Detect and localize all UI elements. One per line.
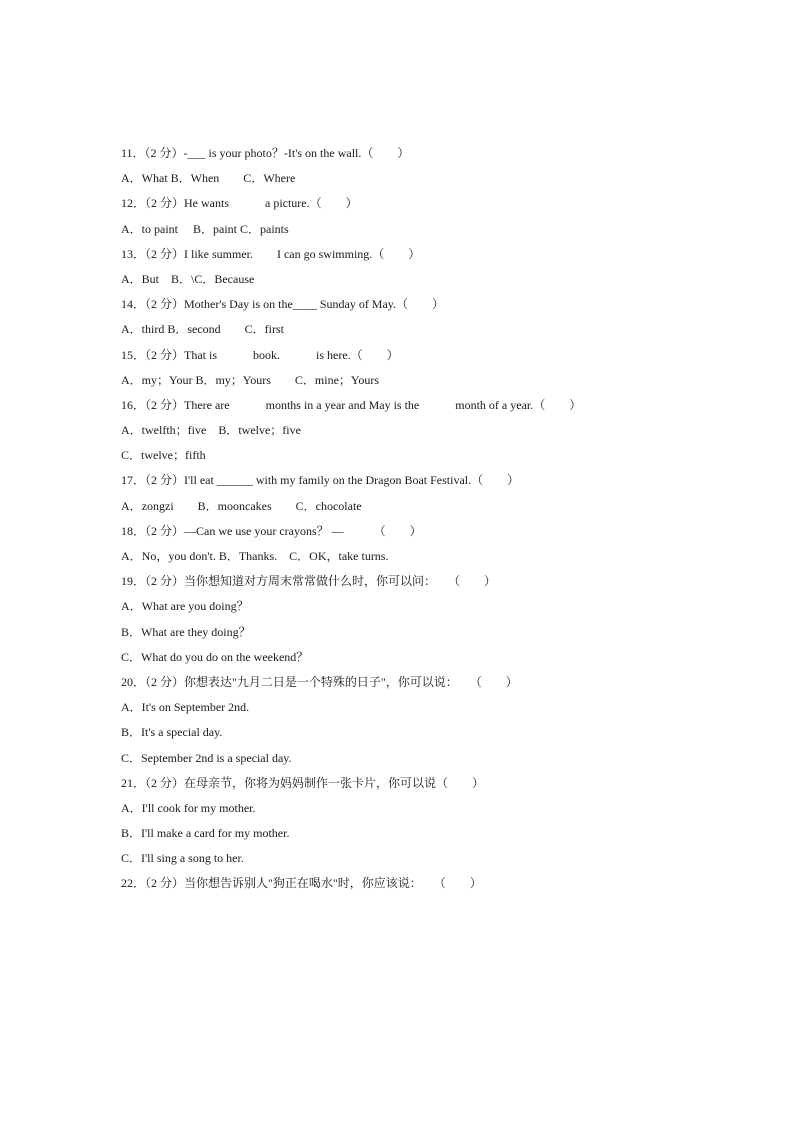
q20-option-b: B．It's a special day. <box>121 725 223 740</box>
q22-text: 22．（2 分）当你想告诉别人"狗正在喝水"时，你应该说： （ ） <box>121 876 482 891</box>
q11-text: 11．（2 分）-___ is your photo？-It's on the wall.（ ） <box>121 146 410 160</box>
q20-text: 20．（2 分）你想表达"九月二日是一个特殊的日子"，你可以说： （ ） <box>121 674 518 689</box>
q21-option-a: A．I'll cook for my mother. <box>121 800 256 815</box>
q20-option-c: C．September 2nd is a special day. <box>121 750 292 765</box>
q21-text: 21．（2 分）在母亲节，你将为妈妈制作一张卡片，你可以说（ ） <box>121 775 485 790</box>
q14-text: 14．（2 分）Mother's Day is on the____ Sunday of May.（ ） <box>121 297 445 312</box>
q13-text: 13．（2 分）I like summer. I can go swimming.（ ） <box>121 246 421 261</box>
q19-text: 19．（2 分）当你想知道对方周末常常做什么时，你可以问： （ ） <box>121 574 497 589</box>
q19-option-a: A．What are you doing？ <box>121 599 249 614</box>
q21-option-b: B．I'll make a card for my mother. <box>121 826 290 841</box>
q19-option-b: B．What are they doing？ <box>121 624 251 639</box>
q11-options: A．What B．When C．Where <box>121 171 296 186</box>
q12-options: A．to paint B．paint C．paints <box>121 221 289 236</box>
q21-option-c: C．I'll sing a song to her. <box>121 851 244 866</box>
q16-option-c: C．twelve；fifth <box>121 448 206 463</box>
q13-options: A．But B．\C．Because <box>121 271 255 286</box>
q16-options-ab: A．twelfth；five B．twelve；five <box>121 423 301 438</box>
q18-text: 18．（2 分）—Can we use your crayons？ — （ ） <box>121 523 422 538</box>
q19-option-c: C．What do you do on the weekend？ <box>121 649 309 664</box>
q14-options: A．third B．second C．first <box>121 322 284 337</box>
q17-text: 17．（2 分）I'll eat ______ with my family on the Dragon Boat Festival.（ ） <box>121 473 520 488</box>
q18-options: A．No，you don't. B．Thanks. C．OK，take turns. <box>121 549 389 563</box>
q16-text: 16．（2 分）There are months in a year and May is the month of a year.（ ） <box>121 397 582 412</box>
q12-text: 12．（2 分）He wants a picture.（ ） <box>121 196 358 211</box>
q15-text: 15．（2 分）That is book. is here.（ ） <box>121 347 399 362</box>
q20-option-a: A．It's on September 2nd. <box>121 700 250 715</box>
q17-options: A．zongzi B．mooncakes C．chocolate <box>121 498 362 513</box>
q15-options: A．my；Your B．my；Yours C．mine；Yours <box>121 372 380 387</box>
question-list <box>121 145 721 901</box>
